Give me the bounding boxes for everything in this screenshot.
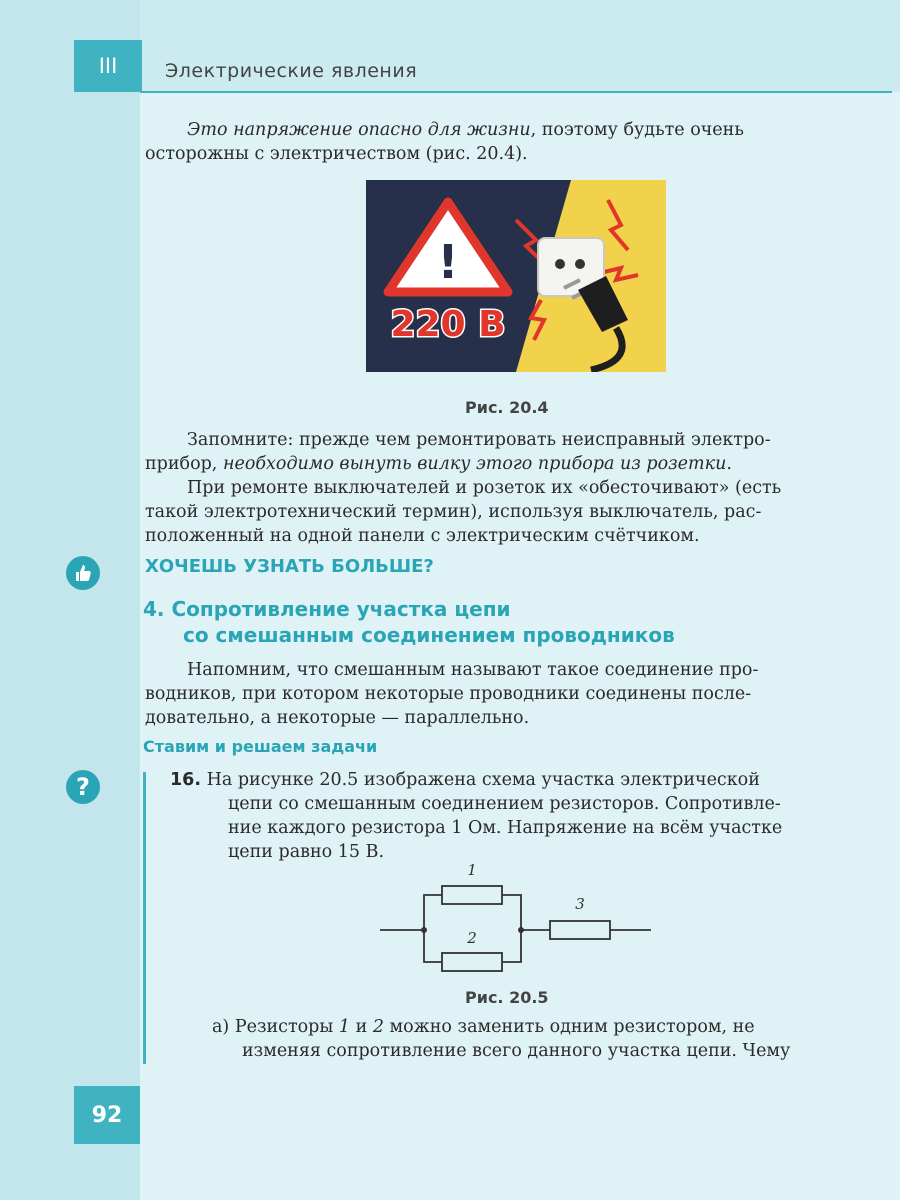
- section-4-title-line-2: со смешанным соединением проводников: [183, 623, 675, 647]
- circuit-node-left: [421, 927, 427, 933]
- left-margin-band: [0, 0, 140, 1200]
- resistor-1-label: 1: [467, 861, 477, 879]
- remember-emphasis: необходимо вынуть вилку этого прибора из розетки: [222, 454, 727, 474]
- page-number: 92: [91, 1102, 123, 1128]
- page-number-box: [74, 1086, 140, 1144]
- chapter-title: Электрические явления: [165, 60, 418, 82]
- circuit-node-right: [518, 927, 524, 933]
- part-a-line-1: [212, 1015, 888, 1039]
- header-rule: [140, 91, 892, 93]
- chapter-number: III: [98, 54, 118, 78]
- part-a-prefix: а) Резисторы: [212, 1017, 339, 1037]
- remember-line-5: положенный на одной панели с электрическим счётчиком.: [145, 526, 700, 546]
- part-a-resistor-1: 1: [338, 1017, 351, 1037]
- remember-paragraph: [145, 428, 887, 548]
- section-4-title-line-1: 4. Сопротивление участка цепи: [143, 597, 511, 621]
- part-a-line-1-end: можно заменить одним резистором, не: [383, 1017, 755, 1037]
- task-side-bar: [143, 772, 146, 1064]
- intro-emphasis: Это напряжение опасно для жизни: [187, 120, 531, 140]
- intro-paragraph: [145, 118, 887, 166]
- part-a-and: и: [350, 1017, 373, 1037]
- intro-line-2: осторожны с электричеством (рис. 20.4).: [145, 144, 528, 164]
- resistor-3: [550, 921, 610, 939]
- task-16-line-1: [170, 768, 888, 792]
- task-16-number: 16.: [170, 770, 202, 790]
- thumbs-up-icon: [66, 556, 100, 590]
- section-4-title: [143, 596, 675, 648]
- remember-line-3: При ремонте выключателей и розеток их «обесточивают» (есть: [187, 478, 782, 498]
- warning-exclamation: !: [437, 235, 459, 289]
- part-a-resistor-2: 2: [372, 1017, 384, 1037]
- circuit-wire-top-left: [424, 895, 442, 930]
- circuit-wire-top-right: [502, 895, 521, 930]
- task-16-part-a: [212, 1015, 888, 1063]
- circuit-wire-bottom-left: [424, 930, 442, 962]
- intro-line-1: [187, 118, 887, 142]
- remember-line-2-start: прибор,: [145, 454, 223, 474]
- remember-line-4: такой электротехнический термин), используя выключатель, рас-: [145, 502, 762, 522]
- voltage-label: 220 В: [390, 304, 506, 345]
- task-16-text: [170, 768, 888, 864]
- resistor-2-label: 2: [467, 929, 477, 947]
- learn-more-heading: ХОЧЕШЬ УЗНАТЬ БОЛЬШЕ?: [145, 556, 434, 577]
- danger-220v-photo: [366, 180, 666, 372]
- mixed-line-3: довательно, а некоторые — параллельно.: [145, 708, 530, 728]
- resistor-3-label: 3: [575, 895, 585, 913]
- figure-20-4-caption: Рис. 20.4: [465, 398, 549, 417]
- part-a-line-2: изменяя сопротивление всего данного участка цепи. Чему: [242, 1041, 791, 1061]
- tasks-heading: Ставим и решаем задачи: [143, 737, 378, 756]
- mixed-line-1: Напомним, что смешанным называют такое соединение про-: [187, 660, 759, 680]
- task-16-line-2: цепи со смешанным соединением резисторов. Сопротивле-: [228, 794, 781, 814]
- remember-line-2: [145, 452, 887, 476]
- remember-line-1: Запомните: прежде чем ремонтировать неисправный электро-: [187, 430, 771, 450]
- chapter-number-box: [74, 40, 142, 92]
- remember-line-2-end: .: [726, 454, 732, 474]
- task-16-line-1-text: На рисунке 20.5 изображена схема участка электрической: [206, 770, 760, 790]
- resistor-1: [442, 886, 502, 904]
- task-16-line-3: ние каждого резистора 1 Ом. Напряжение на всём участке: [228, 818, 783, 838]
- task-16-line-4: цепи равно 15 В.: [228, 842, 385, 862]
- intro-line-1-rest: , поэтому будьте очень: [530, 120, 744, 140]
- mixed-connection-paragraph: [145, 658, 887, 730]
- figure-20-5-caption: Рис. 20.5: [465, 988, 549, 1007]
- mixed-line-2: водников, при котором некоторые проводники соединены после-: [145, 684, 752, 704]
- circuit-wire-bottom-right: [502, 930, 521, 962]
- circuit-diagram: [376, 855, 656, 985]
- resistor-2: [442, 953, 502, 971]
- question-icon: ?: [66, 770, 100, 804]
